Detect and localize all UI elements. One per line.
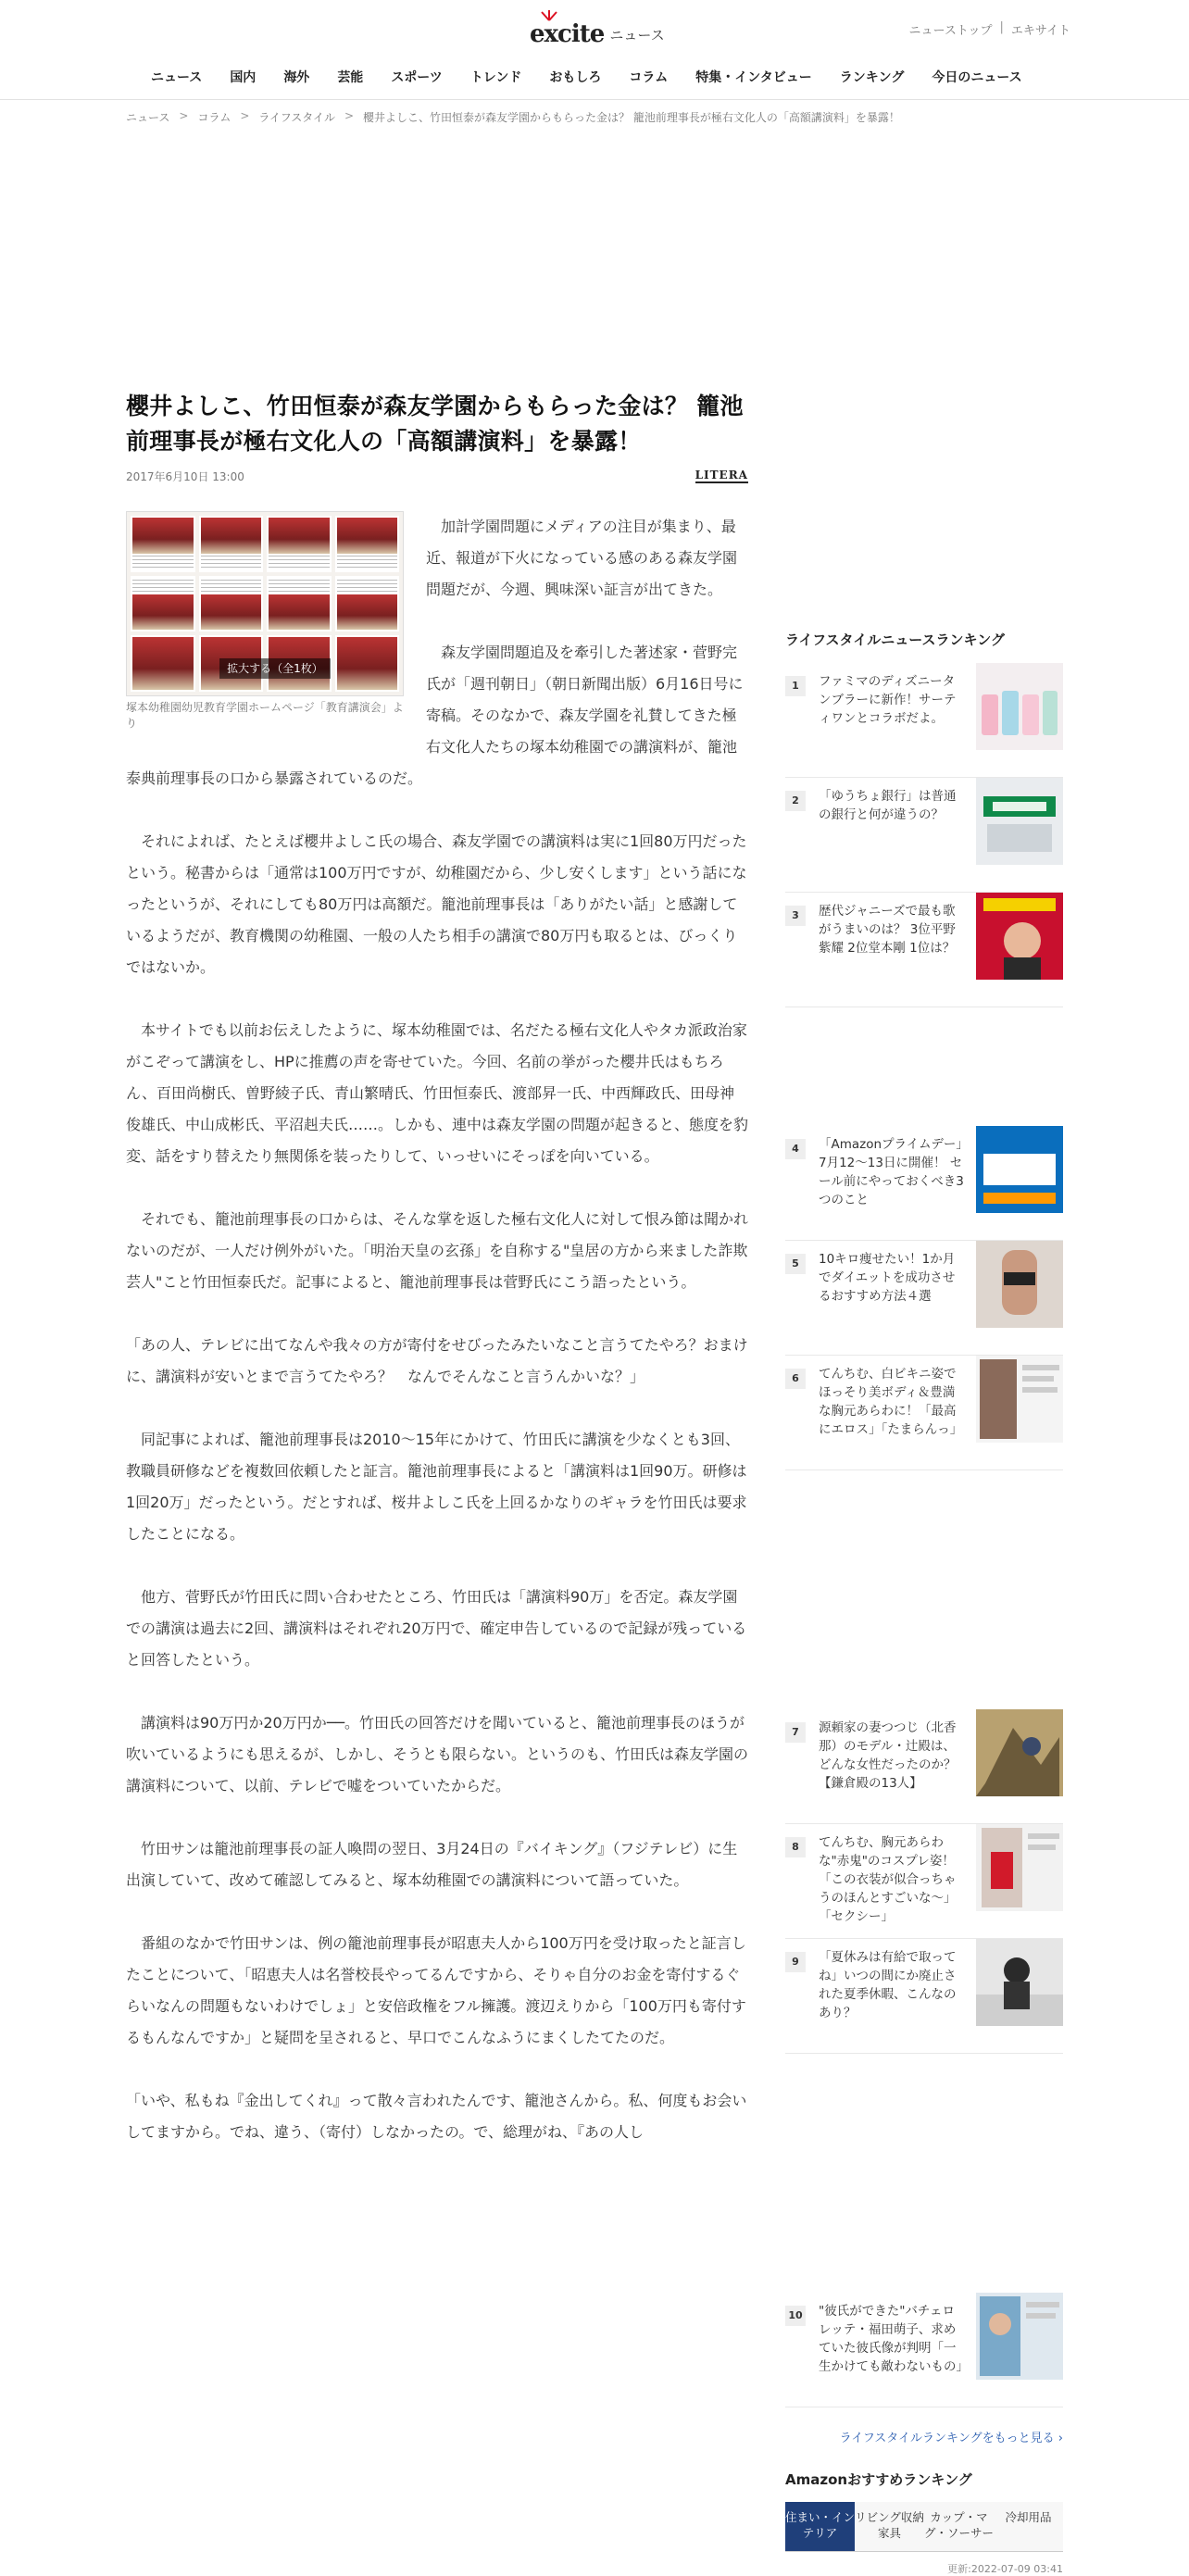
breadcrumb-separator: > — [240, 109, 250, 122]
article-paragraph: 本サイトでも以前お伝えしたように、塚本幼稚園では、名だたる極右文化人やタカ派政治家がこぞって講演をし、HPに推薦の声を寄せていた。今回、名前の挙がった櫻井氏はもちろん、百田尚樹氏、曽野綾子氏、青山繁晴氏、竹田恒泰氏、渡部昇一氏、中西輝政氏、田母神俊雄氏、中山成彬氏、平沼赳夫氏……。しかも、連中は森友学園の問題が起きると、態度を豹変、話をすり替えたり無関係を装ったりして、いっせいにそっぽを向いている。 — [126, 1021, 749, 1165]
tab-interior[interactable]: 住まい・インテリア — [785, 2502, 855, 2551]
ranking-list — [785, 663, 1063, 2407]
article — [126, 389, 748, 2180]
nav-domestic[interactable]: 国内 — [230, 70, 257, 85]
painting-thumbnail — [976, 1709, 1063, 1796]
nav-today[interactable]: 今日のニュース — [932, 70, 1022, 85]
tab-cups[interactable]: カップ・マグ・ソーサー — [924, 2502, 994, 2551]
chevron-right-icon: › — [1058, 2432, 1063, 2445]
article-paragraph: 竹田サンは籠池前理事長の証人喚問の翌日、3月24日の『バイキング』（フジテレビ）に生出演していて、改めて確認してみると、塚本幼稚園での講演料について語っていた。 — [126, 1840, 738, 1889]
ranking-title: ライフスタイルニュースランキング — [785, 631, 1006, 648]
nav-trend[interactable]: トレンド — [469, 70, 522, 85]
ranking-item[interactable] — [785, 1126, 1063, 1241]
article-paragraph: 同記事によれば、籠池前理事長は2010～15年にかけて、竹田氏に講演を少なくとも3回、教職員研修などを複数回依頼したと証言。籠池前理事長によると「講演料は1回90万。研修は1回20万」だったという。だとすれば、桜井よしこ氏を上回るかなりのギャラを竹田氏は要求したことになる。 — [126, 1431, 747, 1543]
cosplay-thumbnail — [976, 1824, 1063, 1911]
article-date: 2017年6月10日 13:00 — [126, 469, 244, 483]
excite-link[interactable]: エキサイト — [1010, 24, 1070, 38]
nav-overseas[interactable]: 海外 — [283, 70, 310, 85]
magazine-thumbnail — [976, 893, 1063, 980]
sidebar-ad-space — [785, 1470, 1063, 1709]
article-meta — [126, 467, 748, 485]
article-paragraph: 加計学園問題にメディアの注目が集まり、最近、報道が下火になっている感のある森友学園問題だが、今週、興味深い証言が出てきた。 — [426, 518, 738, 598]
image-cell — [199, 576, 264, 632]
article-paragraph: 番組のなかで竹田サンは、例の籠池前理事長が昭恵夫人から100万円を受け取ったと証言したことについて、「昭恵夫人は名誉校長やってるんですから、そりゃ自分のお金を寄付するぐらいなんの問題もないわけでしょ」と安倍政権をフル擁護。渡辺えりから「100万円も寄付するもんなんですか」と疑問を呈されると、早口でこんなふうにまくしたてたのだ。 — [126, 1934, 746, 2046]
rank-text: 「Amazonプライムデー」7月12～13日に開催！ セール前にやっておくべき3つのこと — [819, 1137, 964, 1207]
article-figure — [126, 511, 404, 732]
header-links — [909, 20, 1070, 38]
rank-number: 8 — [785, 1837, 806, 1857]
ranking-more-link[interactable] — [785, 2428, 1063, 2445]
news-top-link[interactable]: ニューストップ — [908, 24, 993, 38]
social-post-thumbnail — [976, 1356, 1063, 1443]
site-header — [0, 0, 1189, 100]
nav-news[interactable]: ニュース — [151, 70, 203, 85]
tumbler-thumbnail — [976, 663, 1063, 750]
rank-text: 歴代ジャニーズで最も歌がうまいのは？ 3位平野紫耀 2位堂本剛 1位は？ — [819, 904, 956, 956]
breadcrumb-separator: > — [179, 109, 189, 122]
rank-text: 「夏休みは有給で取ってね」いつの間にか廃止された夏季休暇、こんなのあり？ — [819, 1950, 957, 2020]
logo-rays-icon — [539, 9, 559, 20]
image-cell — [267, 576, 332, 632]
image-cell — [131, 576, 195, 632]
ranking-item[interactable] — [785, 2293, 1063, 2407]
rank-text: てんちむ、胸元あらわな"赤鬼"のコスプレ姿！「この衣装が似合っちゃうのほんとすごいな〜」「セクシー」 — [819, 1835, 957, 1924]
rank-number: 5 — [785, 1254, 806, 1274]
article-paragraph: それによれば、たとえば櫻井よしこ氏の場合、森友学園での講演料は実に1回80万円だったという。秘書からは「通常は100万円ですが、幼稚園だから、少し安くします」という話になったというが、それにしても80万円は高額だ。籠池前理事長は「ありがたい話」と感謝しているようだが、教育機関の幼稚園、一般の人たち相手の講演で80万円も取るとは、びっくりではないか。 — [126, 832, 747, 976]
ranking-item[interactable] — [785, 1939, 1063, 2054]
image-cell — [335, 516, 400, 572]
rank-text: てんちむ、白ビキニ姿でほっそり美ボディ＆豊満な胸元あらわに！「最高にエロス」「たまらんっ」 — [819, 1367, 963, 1437]
ranking-item[interactable] — [785, 1356, 1063, 1470]
rank-number: 7 — [785, 1722, 806, 1743]
nav-entertainment[interactable]: 芸能 — [337, 70, 364, 85]
article-paragraph: それでも、籠池前理事長の口からは、そんな掌を返した極右文化人に対して恨み節は聞かれないのだが、一人だけ例外がいた。「明治天皇の玄孫」を自称する"皇居の方から来ました詐欺芸人"こと竹田恒泰氏だ。記事によると、籠池前理事長は菅野氏にこう語ったという。 — [126, 1210, 749, 1291]
image-cell — [267, 516, 332, 572]
ranking-item[interactable] — [785, 1241, 1063, 1356]
nav-ranking[interactable]: ランキング — [839, 70, 905, 85]
nav-sports[interactable]: スポーツ — [391, 70, 443, 85]
ranking-item[interactable] — [785, 1824, 1063, 1939]
rank-number: 10 — [785, 2306, 806, 2326]
image-cell — [335, 576, 400, 632]
sidebar-ad-space — [785, 2054, 1063, 2293]
office-thumbnail — [976, 1939, 1063, 2026]
rank-text: 源頼家の妻つつじ（北香那）のモデル・辻殿は、どんな女性だったのか？【鎌倉殿の13人】 — [819, 1720, 957, 1791]
amazon-ranking-title: Amazonおすすめランキング — [785, 2471, 972, 2488]
tab-cooling[interactable]: 冷却用品 — [994, 2502, 1063, 2551]
ranking-item[interactable] — [785, 663, 1063, 778]
rank-text: "彼氏ができた"バチェロレッテ・福田萌子、求めていた彼氏像が判明「一生かけても敵わないもの」 — [819, 2304, 969, 2374]
breadcrumb-column[interactable]: コラム — [197, 111, 232, 124]
link-separator: | — [999, 20, 1004, 34]
logo-wordmark — [530, 19, 604, 50]
bachelorette-thumbnail — [976, 2293, 1063, 2380]
prime-day-thumbnail — [976, 1126, 1063, 1213]
rank-number: 2 — [785, 791, 806, 811]
image-caption: 塚本幼稚園幼児教育学園ホームページ「教育講演会」より — [126, 701, 404, 730]
rank-number: 1 — [785, 676, 806, 696]
ranking-item[interactable] — [785, 893, 1063, 1007]
rank-text: 「ゆうちょ銀行」は普通の銀行と何が違うの？ — [819, 789, 957, 822]
rank-number: 6 — [785, 1369, 806, 1389]
nav-feature[interactable]: 特集・インタビュー — [695, 70, 812, 85]
diet-thumbnail — [976, 1241, 1063, 1328]
excite-logo[interactable] — [530, 9, 665, 50]
global-nav — [137, 67, 1036, 89]
rank-number: 3 — [785, 906, 806, 926]
ranking-item[interactable] — [785, 1709, 1063, 1824]
article-image[interactable] — [126, 511, 404, 696]
atm-thumbnail — [976, 778, 1063, 865]
article-paragraph: 他方、菅野氏が竹田氏に問い合わせたところ、竹田氏は「講演料90万」を否定。森友学園での講演は過去に2回、講演料はそれぞれ20万円で、確定申告しているので記録が残っていると回答したという。 — [126, 1588, 747, 1669]
rank-text: ファミマのディズニータンブラーに新作！サーティワンとコラボだよ。 — [819, 674, 957, 726]
updated-timestamp: 更新:2022-07-09 03:41 — [947, 2563, 1063, 2575]
breadcrumb-separator: > — [344, 109, 355, 122]
breadcrumb-current: 櫻井よしこ、竹田恒泰が森友学園からもらった金は？ 籠池前理事長が極右文化人の「高額講演料」を暴露！ — [363, 111, 900, 124]
article-body — [126, 511, 748, 2148]
rank-number: 4 — [785, 1139, 806, 1159]
rank-number: 9 — [785, 1952, 806, 1972]
article-quote: 「いや、私もね『金出してくれ』って散々言われたんです、籠池さんから。私、何度もお会いしてますから。でね、違う、（寄付）しなかったの。で、総理がね、『あの人し — [126, 2092, 747, 2141]
image-cell — [199, 516, 264, 572]
more-link-text: ライフスタイルランキングをもっと見る — [839, 2432, 1055, 2445]
breadcrumb-news[interactable]: ニュース — [126, 111, 170, 124]
breadcrumb-lifestyle[interactable]: ライフスタイル — [258, 111, 335, 124]
rank-text: 10キロ痩せたい！1か月でダイエットを成功させるおすすめ方法４選 — [819, 1252, 956, 1304]
sidebar-ad-space — [785, 1007, 1063, 1126]
article-paragraph: 講演料は90万円か20万円か──。竹田氏の回答だけを聞いていると、籠池前理事長のほうが吹いているようにも思えるが、しかし、そうとも限らない。というのも、竹田氏は森友学園の講演料について、以前、テレビで嘘をついていたからだ。 — [126, 1714, 749, 1794]
ranking-item[interactable] — [785, 778, 1063, 893]
article-title: 櫻井よしこ、竹田恒泰が森友学園からもらった金は？ 籠池前理事長が極右文化人の「高額講演料」を暴露！ — [126, 393, 744, 455]
amazon-tabs — [785, 2502, 1063, 2552]
nav-column[interactable]: コラム — [629, 70, 669, 85]
image-cell — [131, 635, 195, 692]
nav-funny[interactable]: おもしろ — [549, 70, 602, 85]
sidebar — [785, 630, 1063, 2576]
image-cell — [335, 635, 400, 692]
image-cell — [131, 516, 195, 572]
tab-living-storage[interactable]: リビング収納家具 — [855, 2502, 924, 2551]
source-logo[interactable]: LITERA — [695, 469, 748, 481]
article-quote: 「あの人、テレビに出てなんや我々の方が寄付をせびったみたいなこと言うてたやろ？おまけに、講演料が安いとまで言うてたやろ？ なんでそんなこと言うんかいな？」 — [126, 1336, 748, 1385]
image-zoom-label[interactable]: 拡大する（全1枚） — [219, 658, 331, 679]
breadcrumb — [126, 109, 900, 125]
logo-sub: ニュース — [609, 27, 665, 44]
article-paragraph: 森友学園問題追及を牽引した著述家・菅野完氏が「週刊朝日」（朝日新聞出版）6月16日号に寄稿。そのなかで、森友学園を礼賛してきた極右文化人たちの塚本幼稚園での講演料が、籠池泰典前理事長の口から暴露されているのだ。 — [126, 644, 744, 787]
logo-text: excite — [530, 20, 605, 48]
